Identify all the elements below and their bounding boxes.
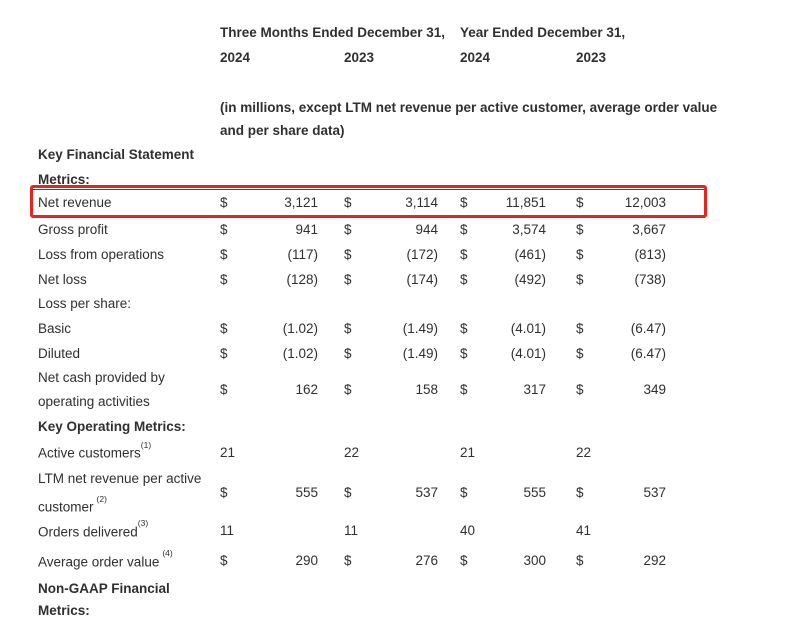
header-year: 2024 (220, 49, 251, 65)
dollar-sign: $ (344, 553, 352, 569)
dollar-sign: $ (576, 320, 584, 336)
dollar-sign: $ (344, 246, 352, 262)
value-3m-2024: 290 (295, 553, 318, 569)
table-row-orders-delivered (38, 516, 666, 546)
header-three-months: Three Months Ended December 31, (220, 24, 446, 40)
table-row-net-loss (38, 267, 666, 292)
value-3m-2023: (174) (406, 271, 438, 287)
value-fy-2024: 21 (460, 444, 476, 460)
row-label: Active customers$^{(1)}$ (38, 439, 152, 461)
header-year: 2024 (460, 49, 491, 65)
row-label: Loss from operations (38, 246, 165, 262)
value-fy-2024: 317 (523, 382, 546, 398)
table-row-active-customers (38, 439, 666, 466)
table-row-ltm-net-revenue-per-active-customer (38, 466, 666, 516)
dollar-sign: $ (576, 221, 584, 237)
footnote-marker: (2) (96, 493, 107, 504)
row-label: Average order value$^{(4)}$ (38, 548, 173, 569)
row-label-line1: Net cash provided by (38, 370, 165, 385)
value-fy-2024: (4.01) (510, 345, 546, 361)
value-3m-2024: (1.02) (282, 320, 318, 336)
value-3m-2024: (117) (287, 246, 318, 262)
value-fy-2024: (4.01) (510, 320, 546, 336)
dollar-sign: $ (344, 271, 352, 287)
row-label: Orders delivered$^{(3)}$ (38, 518, 149, 539)
value-fy-2024: 300 (523, 553, 546, 569)
value-3m-2024: (128) (286, 271, 318, 287)
dollar-sign: $ (220, 195, 228, 211)
dollar-sign: $ (460, 382, 468, 398)
row-label (38, 466, 220, 520)
dollar-sign: $ (220, 382, 228, 398)
value-3m-2023: (172) (406, 246, 438, 262)
footnote-marker: (4) (162, 548, 173, 558)
header-year: 2023 (344, 49, 375, 65)
section-title: Key Operating Metrics: (38, 418, 186, 434)
section-title: Metrics: (38, 603, 90, 618)
dollar-sign: $ (220, 553, 228, 569)
value-3m-2024: 11 (220, 523, 235, 539)
dollar-sign: $ (576, 271, 584, 287)
value-3m-2023: 537 (415, 485, 438, 500)
dollar-sign: $ (460, 553, 468, 569)
value-fy-2023: 3,667 (632, 221, 666, 237)
value-fy-2023: (813) (634, 246, 666, 262)
value-3m-2024: 162 (295, 382, 318, 398)
value-3m-2023: (1.49) (402, 345, 438, 361)
table-row-net-cash-operating (38, 366, 666, 414)
value-3m-2024: (1.02) (282, 345, 318, 361)
section-title-line2: Metrics: (38, 172, 90, 187)
value-fy-2023: 12,003 (624, 195, 666, 211)
value-3m-2023: (1.49) (402, 320, 438, 336)
table-row-basic (38, 316, 666, 341)
dollar-sign: $ (220, 271, 228, 287)
units-note-line1: (in millions, except LTM net revenue per active customer, average order value (220, 100, 718, 115)
section-title-line1: Key Financial Statement (38, 147, 195, 162)
row-label-line2: operating activities (38, 394, 150, 409)
table-row-average-order-value (38, 546, 666, 576)
header-year: 2023 (576, 49, 607, 65)
value-fy-2023: (6.47) (630, 345, 666, 361)
value-3m-2023: 22 (344, 444, 360, 460)
dollar-sign: $ (220, 485, 228, 500)
value-fy-2024: 555 (523, 485, 546, 500)
value-fy-2023: (738) (634, 271, 666, 287)
section-title: Non-GAAP Financial (38, 581, 170, 597)
dollar-sign: $ (460, 320, 468, 336)
dollar-sign: $ (344, 221, 352, 237)
value-3m-2023: 3,114 (405, 195, 438, 211)
dollar-sign: $ (344, 485, 352, 500)
row-label: Basic (38, 320, 72, 336)
value-fy-2024: 40 (460, 523, 476, 539)
value-fy-2023: (6.47) (630, 320, 666, 336)
dollar-sign: $ (460, 195, 468, 211)
header-year-ended: Year Ended December 31, (460, 24, 626, 40)
section-header-row (38, 142, 666, 189)
table-header-years-row (38, 45, 666, 70)
dollar-sign: $ (460, 271, 468, 287)
row-label-line1: LTM net revenue per active (38, 471, 202, 486)
table-header-period-row (38, 20, 666, 45)
row-label-line2: customer$^{(2)}$ (38, 493, 107, 515)
value-fy-2023: 292 (643, 553, 666, 569)
dollar-sign: $ (220, 221, 228, 237)
value-fy-2023: 537 (643, 485, 666, 500)
footnote-marker: (3) (137, 518, 149, 528)
table-row-loss-per-share (38, 292, 666, 316)
value-fy-2024: 11,851 (505, 195, 546, 211)
value-3m-2023: 276 (415, 553, 438, 569)
value-3m-2023: 944 (415, 221, 438, 237)
dollar-sign: $ (344, 345, 352, 361)
value-3m-2023: 11 (344, 523, 359, 539)
table-row-diluted (38, 341, 666, 366)
value-3m-2024: 941 (295, 221, 318, 237)
row-label: Net revenue (38, 195, 112, 211)
units-note-row (38, 96, 718, 142)
dollar-sign: $ (344, 320, 352, 336)
table-row-loss-from-operations (38, 242, 666, 267)
dollar-sign: $ (460, 221, 468, 237)
dollar-sign: $ (576, 485, 584, 500)
dollar-sign: $ (220, 246, 228, 262)
value-fy-2023: 349 (643, 382, 666, 398)
dollar-sign: $ (220, 345, 228, 361)
dollar-sign: $ (460, 485, 468, 500)
value-3m-2024: 555 (295, 485, 318, 500)
value-fy-2024: (461) (514, 246, 546, 262)
section-header-row (38, 576, 666, 602)
footnote-marker: (1) (140, 439, 152, 450)
row-label: Net loss (38, 271, 87, 287)
value-fy-2024: 3,574 (512, 221, 546, 237)
value-3m-2024: 3,121 (284, 195, 318, 211)
table-row-gross-profit (38, 217, 666, 242)
spacer-row (38, 70, 666, 96)
units-note-line2: and per share data) (220, 123, 345, 138)
highlight-box (30, 185, 707, 218)
value-fy-2024: (492) (514, 271, 546, 287)
value-fy-2023: 22 (576, 444, 592, 460)
dollar-sign: $ (576, 345, 584, 361)
dollar-sign: $ (344, 382, 352, 398)
dollar-sign: $ (344, 195, 352, 211)
dollar-sign: $ (576, 246, 584, 262)
value-fy-2023: 41 (576, 523, 592, 539)
dollar-sign: $ (220, 320, 228, 336)
dollar-sign: $ (460, 246, 468, 262)
units-note (220, 96, 718, 142)
financial-metrics-table (38, 20, 718, 628)
section-header-row (38, 414, 666, 439)
row-label: Loss per share: (38, 296, 132, 312)
dollar-sign: $ (576, 553, 584, 569)
dollar-sign: $ (576, 195, 584, 211)
dollar-sign: $ (460, 345, 468, 361)
value-3m-2024: 21 (220, 444, 236, 460)
dollar-sign: $ (576, 382, 584, 398)
value-3m-2023: 158 (415, 382, 438, 398)
section-header-row-clipped (38, 602, 666, 628)
row-label (38, 366, 220, 414)
row-label: Gross profit (38, 221, 108, 237)
row-label: Diluted (38, 345, 81, 361)
